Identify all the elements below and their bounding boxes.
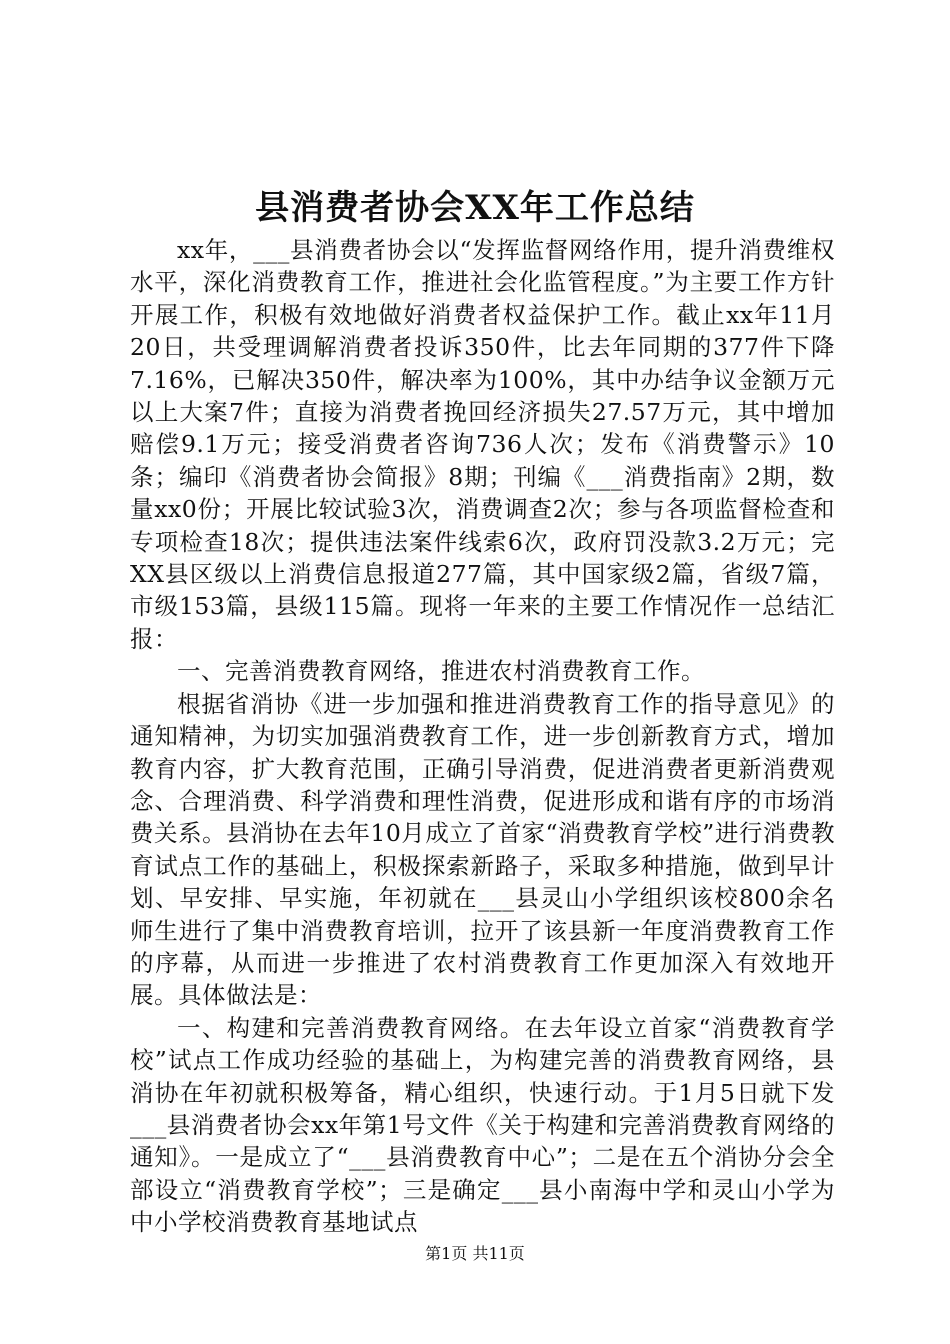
paragraph-guidance: 根据省消协《进一步加强和推进消费教育工作的指导意见》的通知精神，为切实加强消费教育工作，进一步创新教育方式，增加教育内容，扩大教育范围，正确引导消费，促进消费者更新消费观念、合理消费、科学消费和理性消费，促进形成和谐有序的市场消费关系。县消协在去年10月成立了首家“消费教育学校”进行消费教育试点工作的基础上，积极探索新路子，采取多种措施，做到早计划、早安排、早实施，年初就在___县灵山小学组织该校800余名师生进行了集中消费教育培训，拉开了该县新一年度消费教育工作的序幕，从而进一步推进了农村消费教育工作更加深入有效地开展。具体做法是：	[130, 689, 835, 1010]
section-heading-1: 一、完善消费教育网络，推进农村消费教育工作。	[177, 657, 705, 686]
document-title: 县消费者协会XX年工作总结	[255, 188, 695, 228]
page-footer: 第1页 共11页	[425, 1244, 525, 1263]
paragraph-network: 一、构建和完善消费教育网络。在去年设立首家“消费教育学校”试点工作成功经验的基础上，为构建完善的消费教育网络，县消协在年初就积极筹备，精心组织，快速行动。于1月5日就下发___县消费者协会xx年第1号文件《关于构建和完善消费教育网络的通知》。一是成立了“___县消费教育中心”；二是在五个消协分会全部设立“消费教育学校”；三是确定___县小南海中学和灵山小学为中小学校消费教育基地试点	[130, 1013, 835, 1237]
paragraph-summary: xx年，___县消费者协会以“发挥监督网络作用，提升消费维权水平，深化消费教育工作，推进社会化监管程度。”为主要工作方针开展工作，积极有效地做好消费者权益保护工作。截止xx年11月20日，共受理调解消费者投诉350件，比去年同期的377件下降7.16%，已解决350件，解决率为100%，其中办结争议金额万元以上大案7件；直接为消费者挽回经济损失27.57万元，其中增加赔偿9.1万元；接受消费者咨询736人次；发布《消费警示》10条；编印《消费者协会简报》8期；刊编《___消费指南》2期，数量xx0份；开展比较试验3次，消费调查2次；参与各项监督检查和专项检查18次；提供违法案件线索6次，政府罚没款3.2万元；完XX县区级以上消费信息报道277篇，其中国家级2篇，省级7篇，市级153篇，县级115篇。现将一年来的主要工作情况作一总结汇报：	[130, 236, 835, 653]
document-body	[130, 234, 835, 1239]
